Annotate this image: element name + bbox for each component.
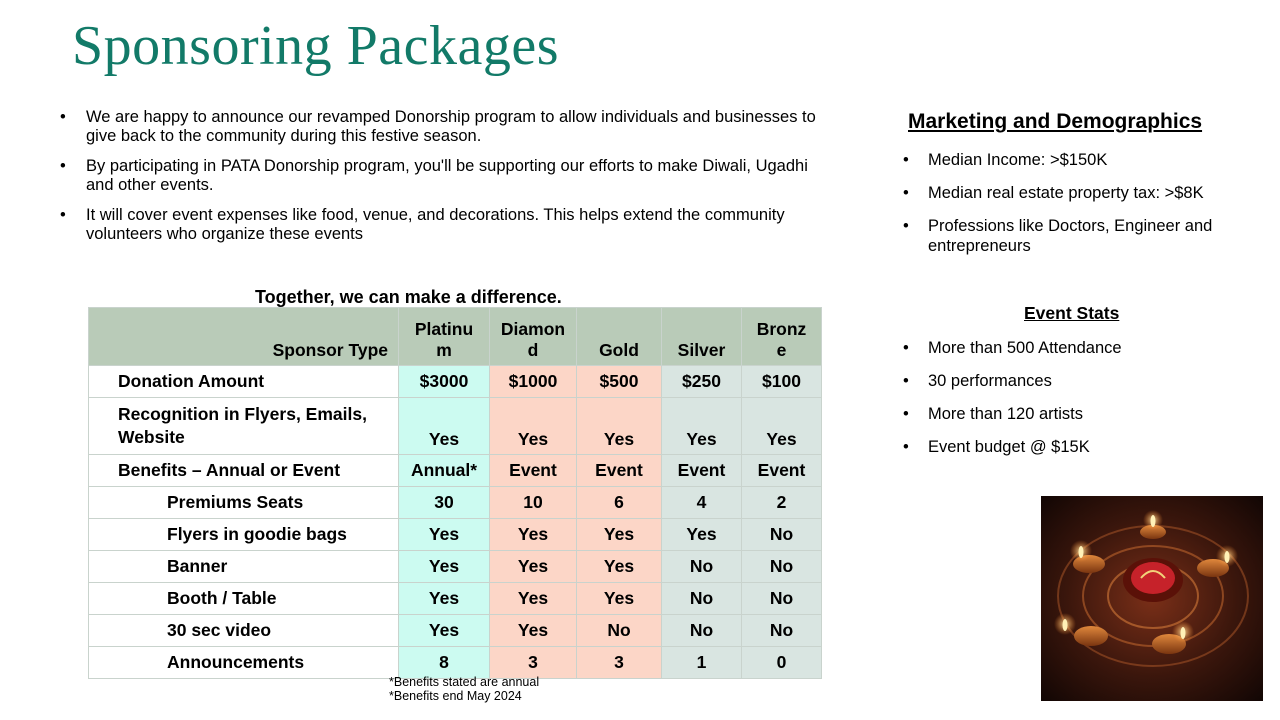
cell-diamond: Yes: [490, 551, 577, 583]
cell-bronze: No: [742, 551, 822, 583]
intro-bullet-list: [60, 108, 820, 255]
row-label: Flyers in goodie bags: [89, 519, 399, 551]
cell-gold: Yes: [577, 551, 662, 583]
cell-platinum: 8: [399, 647, 490, 679]
table-row: [89, 647, 822, 679]
marketing-list: [903, 150, 1263, 269]
cell-gold: Event: [577, 455, 662, 487]
marketing-item: • Median real estate property tax: >$8K: [903, 183, 1263, 203]
cell-diamond: Yes: [490, 615, 577, 647]
cell-silver: Yes: [662, 398, 742, 455]
cell-platinum: Yes: [399, 519, 490, 551]
event-stat-item: • More than 120 artists: [903, 404, 1263, 424]
cell-gold: Yes: [577, 519, 662, 551]
table-row: [89, 519, 822, 551]
marketing-heading: Marketing and Demographics: [908, 110, 1203, 133]
intro-bullet: • We are happy to announce our revamped Donorship program to allow individuals and businesses to give back to the community during this festive season.: [60, 108, 820, 146]
header-diamond: Diamon d: [490, 308, 577, 366]
event-stats-heading: Event Stats: [1024, 303, 1120, 323]
cell-gold: Yes: [577, 398, 662, 455]
intro-bullet: • By participating in PATA Donorship program, you'll be supporting our efforts to make Diwali, Ugadhi and other events.: [60, 157, 820, 195]
cell-diamond: Event: [490, 455, 577, 487]
cell-silver: No: [662, 615, 742, 647]
cell-gold: No: [577, 615, 662, 647]
cell-platinum: Yes: [399, 615, 490, 647]
event-stats-list: [903, 338, 1263, 470]
cell-diamond: Yes: [490, 583, 577, 615]
intro-bullet: • It will cover event expenses like food, venue, and decorations. This helps extend the community volunteers who organize these events: [60, 206, 820, 244]
cell-platinum: Yes: [399, 398, 490, 455]
event-stat-item: • Event budget @ $15K: [903, 437, 1263, 457]
sponsorship-table: [88, 307, 822, 679]
row-label: Premiums Seats: [89, 487, 399, 519]
cell-bronze: Event: [742, 455, 822, 487]
footnote: *Benefits stated are annual: [389, 675, 540, 689]
row-label: Booth / Table: [89, 583, 399, 615]
header-platinum: Platinu m: [399, 308, 490, 366]
cell-diamond: $1000: [490, 366, 577, 398]
cell-silver: 1: [662, 647, 742, 679]
row-label: Donation Amount: [89, 366, 399, 398]
cell-silver: Event: [662, 455, 742, 487]
cell-diamond: 10: [490, 487, 577, 519]
footnote: *Benefits end May 2024: [389, 689, 522, 703]
tagline: Together, we can make a difference.: [255, 287, 562, 307]
table-row: [89, 366, 822, 398]
cell-diamond: 3: [490, 647, 577, 679]
cell-platinum: Yes: [399, 583, 490, 615]
cell-gold: $500: [577, 366, 662, 398]
cell-bronze: No: [742, 583, 822, 615]
row-label: Benefits – Annual or Event: [89, 455, 399, 487]
table-row: [89, 398, 822, 455]
cell-platinum: 30: [399, 487, 490, 519]
event-stat-item: • More than 500 Attendance: [903, 338, 1263, 358]
row-label: Announcements: [89, 647, 399, 679]
table-row: [89, 487, 822, 519]
cell-silver: No: [662, 551, 742, 583]
header-gold: Gold: [577, 308, 662, 366]
cell-silver: $250: [662, 366, 742, 398]
cell-bronze: 2: [742, 487, 822, 519]
cell-gold: Yes: [577, 583, 662, 615]
table-row: [89, 615, 822, 647]
cell-platinum: Yes: [399, 551, 490, 583]
table-row: [89, 455, 822, 487]
marketing-item: • Professions like Doctors, Engineer and entrepreneurs: [903, 216, 1263, 256]
cell-platinum: $3000: [399, 366, 490, 398]
header-silver: Silver: [662, 308, 742, 366]
cell-gold: 6: [577, 487, 662, 519]
cell-silver: 4: [662, 487, 742, 519]
row-label: Recognition in Flyers, Emails, Website: [89, 398, 399, 455]
footnotes: [389, 675, 539, 703]
cell-bronze: $100: [742, 366, 822, 398]
event-stat-item: • 30 performances: [903, 371, 1263, 391]
cell-bronze: 0: [742, 647, 822, 679]
page-title: Sponsoring Packages: [72, 15, 560, 77]
cell-bronze: No: [742, 615, 822, 647]
table-row: [89, 583, 822, 615]
cell-bronze: Yes: [742, 398, 822, 455]
header-bronze: Bronz e: [742, 308, 822, 366]
header-sponsor-type: Sponsor Type: [89, 308, 399, 366]
cell-silver: Yes: [662, 519, 742, 551]
cell-platinum: Annual*: [399, 455, 490, 487]
row-label: Banner: [89, 551, 399, 583]
cell-diamond: Yes: [490, 519, 577, 551]
cell-silver: No: [662, 583, 742, 615]
cell-bronze: No: [742, 519, 822, 551]
marketing-item: • Median Income: >$150K: [903, 150, 1263, 170]
cell-diamond: Yes: [490, 398, 577, 455]
cell-gold: 3: [577, 647, 662, 679]
diwali-diya-lamps-photo: [1041, 496, 1263, 701]
table-header-row: [89, 308, 822, 366]
table-row: [89, 551, 822, 583]
row-label: 30 sec video: [89, 615, 399, 647]
